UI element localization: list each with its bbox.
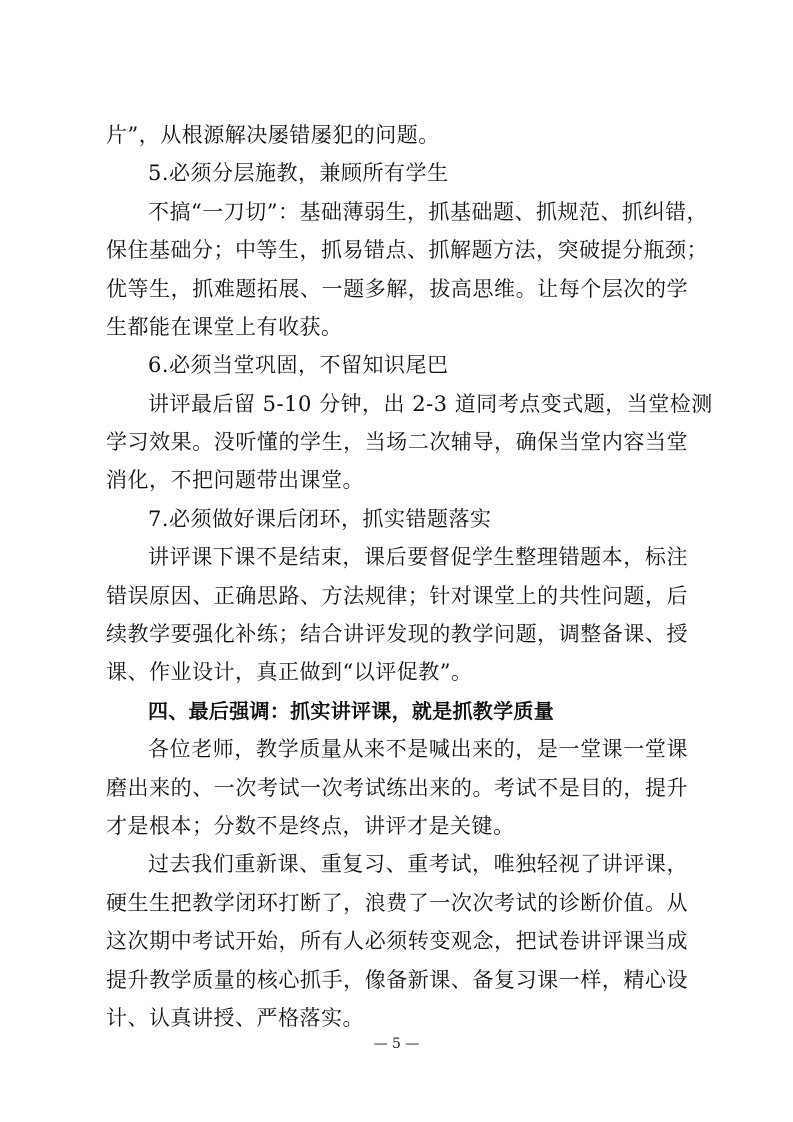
text-line: 计、认真讲授、严格落实。 [106, 1006, 364, 1030]
text-line: 磨出来的、一次考试一次考试练出来的。考试不是目的，提升 [106, 776, 688, 800]
text-line: 不搞“一刀切”：基础薄弱生，抓基础题、抓规范、抓纠错， [148, 200, 708, 224]
text-line: 提升教学质量的核心抓手，像备新课、备复习课一样，精心设 [106, 968, 688, 992]
text-line: 续教学要强化补练；结合讲评发现的教学问题，调整备课、授 [106, 622, 688, 646]
text-line: 讲评课下课不是结束，课后要督促学生整理错题本，标注 [148, 545, 688, 569]
text-line: 硬生生把教学闭环打断了，浪费了一次次考试的诊断价值。从 [106, 891, 688, 915]
text-line: 片”，从根源解决屡错屡犯的问题。 [106, 123, 440, 147]
text-line: 过去我们重新课、重复习、重考试，唯独轻视了讲评课， [148, 852, 688, 876]
text-line: 这次期中考试开始，所有人必须转变观念，把试卷讲评课当成 [106, 929, 688, 953]
text-line: 学习效果。没听懂的学生，当场二次辅导，确保当堂内容当堂 [106, 430, 688, 454]
section-heading: 7.必须做好课后闭环，抓实错题落实 [148, 507, 492, 531]
chapter-heading: 四、最后强调：抓实讲评课，就是抓教学质量 [148, 699, 554, 723]
section-heading: 6.必须当堂巩固，不留知识尾巴 [148, 353, 449, 377]
text-line: 讲评最后留 5-10 分钟，出 2-3 道同考点变式题，当堂检测 [148, 392, 713, 416]
text-line: 消化，不把问题带出课堂。 [106, 468, 364, 492]
text-line: 才是根本；分数不是终点，讲评才是关键。 [106, 814, 515, 838]
text-line: 保住基础分；中等生，抓易错点、抓解题方法，突破提分瓶颈； [106, 238, 708, 262]
text-line: 各位老师，教学质量从来不是喊出来的，是一堂课一堂课 [148, 737, 688, 761]
text-line: 生都能在课堂上有收获。 [106, 315, 343, 339]
text-line: 错误原因、正确思路、方法规律；针对课堂上的共性问题，后 [106, 584, 688, 608]
text-line: 优等生，抓难题拓展、一题多解，拔高思维。让每个层次的学 [106, 277, 688, 301]
page-number: — 5 — [373, 1036, 420, 1052]
text-line: 课、作业设计，真正做到“以评促教”。 [106, 660, 473, 684]
section-heading: 5.必须分层施教，兼顾所有学生 [148, 161, 449, 185]
